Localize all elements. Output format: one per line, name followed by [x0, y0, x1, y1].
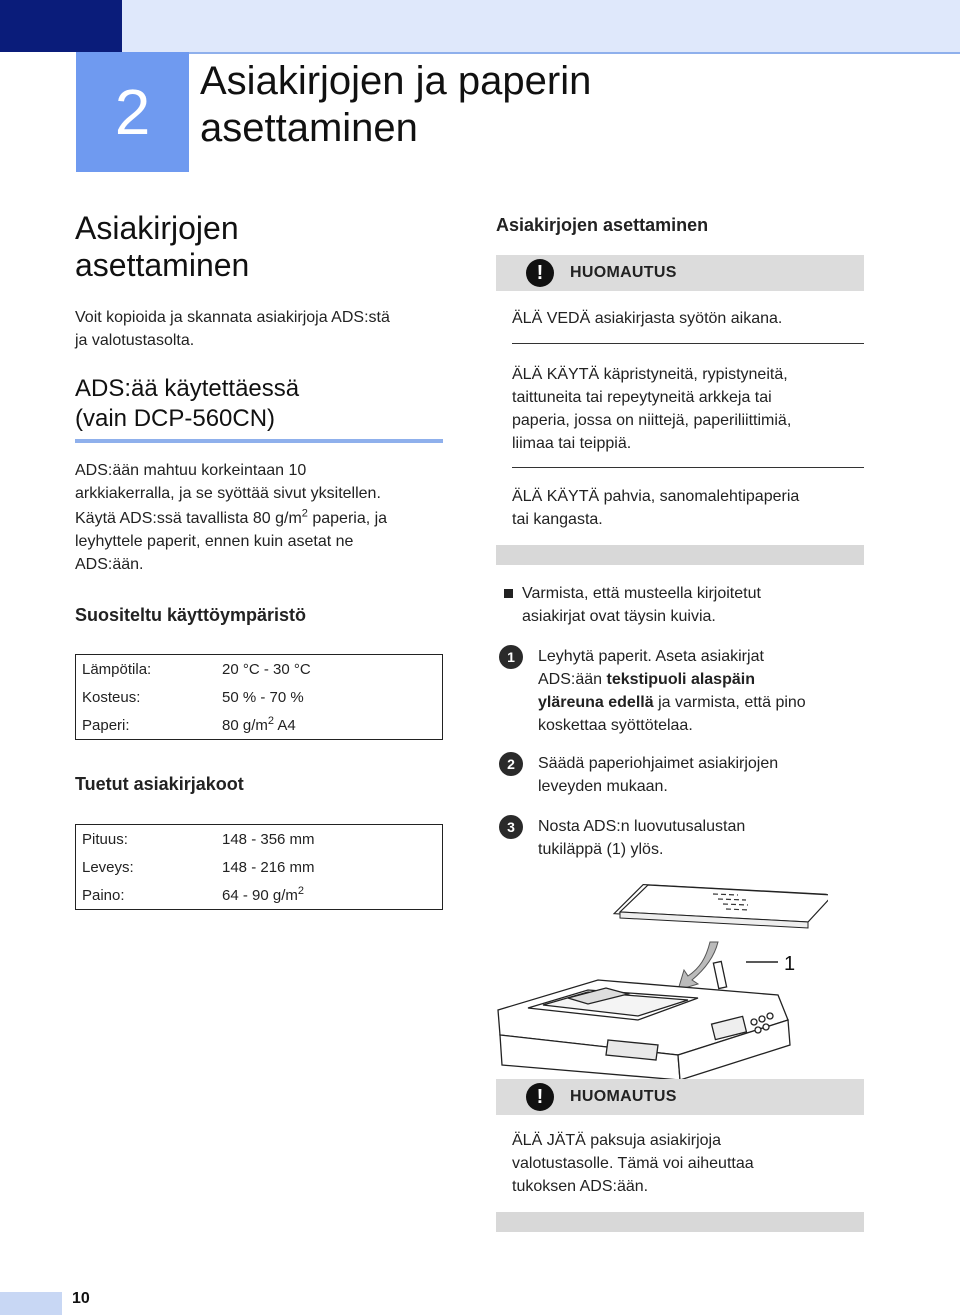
- intro-paragraph: [75, 306, 455, 352]
- width-value: 148 - 216 mm: [222, 858, 315, 876]
- note2-line1: ÄLÄ JÄTÄ paksuja asiakirjoja: [512, 1132, 721, 1149]
- header-rule: [122, 52, 960, 54]
- step-3-badge: 3: [499, 815, 523, 839]
- intro-line1: Voit kopioida ja skannata asiakirjoja ADS:stä: [75, 309, 390, 326]
- note-label-2: HUOMAUTUS: [570, 1088, 677, 1105]
- table-row: [76, 683, 443, 711]
- para2-line3: ADS:ään.: [75, 556, 144, 573]
- note-divider: [512, 343, 864, 344]
- note2-line3: tukoksen ADS:ään.: [512, 1178, 649, 1195]
- page-number: 10: [72, 1290, 90, 1307]
- step1-line3-bold: yläreuna edellä: [538, 694, 654, 711]
- width-label: Leveys:: [82, 858, 134, 876]
- chapter-number-badge: 2: [76, 52, 189, 172]
- chapter-title-line1: Asiakirjojen ja paperin: [200, 59, 592, 103]
- step1-line3: [538, 691, 868, 714]
- weight-value: [216, 881, 443, 910]
- step1-line3-b: ja varmista, että pino: [653, 694, 806, 711]
- step1-line2: [538, 668, 868, 691]
- environment-table: [75, 654, 443, 740]
- weight-value-a: 64 - 90 g/m: [222, 886, 298, 904]
- step1-line1: Leyhytä paperit. Aseta asiakirjat: [538, 648, 764, 665]
- para2-line1-a: Käytä ADS:ssä tavallista 80 g/m: [75, 510, 302, 527]
- para2-line2: leyhyttele paperit, ennen kuin asetat ne: [75, 533, 354, 550]
- header-band-light: [122, 0, 960, 52]
- warning-icon: !: [526, 259, 554, 287]
- chapter-title-line2: asettaminen: [200, 106, 418, 150]
- scanner-illustration: [488, 870, 828, 1080]
- step-1-badge: 1: [499, 645, 523, 669]
- note2-line2: valotustasolle. Tämä voi aiheuttaa: [512, 1155, 754, 1172]
- temp-value: 20 °C - 30 °C: [222, 660, 311, 678]
- subsection-rule: [75, 439, 443, 443]
- bullet-line1: Varmista, että musteella kirjoitetut: [522, 585, 761, 602]
- table-row: [76, 655, 443, 684]
- step2-line2: leveyden mukaan.: [538, 778, 668, 795]
- note-divider: [512, 467, 864, 468]
- step1-line2-a: ADS:ään: [538, 671, 607, 688]
- right-heading: Asiakirjojen asettaminen: [496, 215, 709, 235]
- footer-tab: [0, 1292, 62, 1315]
- step-1-text: [538, 645, 868, 737]
- note-header-2: [496, 1079, 864, 1115]
- paper-type-paragraph: [75, 507, 455, 576]
- document-stack: [614, 885, 828, 928]
- paper-value-sup: 2: [267, 714, 274, 727]
- warning-icon: !: [526, 1083, 554, 1111]
- figure-callout: 1: [784, 953, 796, 975]
- para1-line2: arkkiakerralla, ja se syöttää sivut yksitellen.: [75, 485, 381, 502]
- bullet-line2: asiakirjat ovat täysin kuivia.: [522, 608, 716, 625]
- length-label: Pituus:: [82, 830, 128, 848]
- humidity-label: Kosteus:: [82, 688, 141, 706]
- section-title-line1: Asiakirjojen: [75, 210, 239, 246]
- para2-line1-sup: 2: [301, 507, 308, 520]
- note1-item2-line4: liimaa tai teippiä.: [512, 435, 632, 452]
- subsection-title-line1: ADS:ää käytettäessä: [75, 375, 300, 402]
- subsection-title-line2: (vain DCP-560CN): [75, 405, 276, 432]
- note-label: HUOMAUTUS: [570, 264, 677, 281]
- para2-line1: [75, 507, 455, 530]
- note1-item2-line1: ÄLÄ KÄYTÄ käpristyneitä, rypistyneitä,: [512, 366, 788, 383]
- note-end-bar-2: [496, 1212, 864, 1232]
- note1-item3-line1: ÄLÄ KÄYTÄ pahvia, sanomalehtipaperia: [512, 488, 800, 505]
- weight-value-sup: 2: [297, 884, 304, 897]
- note1-item2-line2: taittuneita tai repeytyneitä arkkeja tai: [512, 389, 772, 406]
- step-2-badge: 2: [499, 752, 523, 776]
- bullet-item: [522, 582, 862, 628]
- insert-arrow-icon: [678, 942, 718, 990]
- step1-line2-bold: tekstipuoli alaspäin: [606, 671, 755, 688]
- temp-label: Lämpötila:: [82, 660, 152, 678]
- table-row: [76, 825, 443, 854]
- note-header: [496, 255, 864, 291]
- subsection-title: [75, 374, 455, 434]
- table-row: [76, 881, 443, 910]
- paper-value-a: 80 g/m: [222, 716, 268, 734]
- note1-item3: [512, 485, 864, 531]
- intro-line2: ja valotustasolta.: [75, 332, 195, 349]
- humidity-value: 50 % - 70 %: [222, 688, 304, 706]
- ads-capacity-paragraph: [75, 459, 455, 505]
- paper-value: [216, 711, 443, 740]
- para2-line1-b: paperia, ja: [307, 510, 388, 527]
- env-heading: Suositeltu käyttöympäristö: [75, 605, 307, 625]
- table-row: [76, 853, 443, 881]
- note1-item1: ÄLÄ VEDÄ asiakirjasta syötön aikana.: [512, 310, 783, 327]
- header-band-dark: [0, 0, 122, 52]
- step-3-text: [538, 815, 868, 861]
- chapter-title: [200, 58, 920, 152]
- step3-line1: Nosta ADS:n luovutusalustan: [538, 818, 746, 835]
- para1-line1: ADS:ään mahtuu korkeintaan 10: [75, 462, 307, 479]
- step1-line4: koskettaa syöttötelaa.: [538, 717, 693, 734]
- step3-line2: tukiläppä (1) ylös.: [538, 841, 664, 858]
- note-end-bar: [496, 545, 864, 565]
- section-title: [75, 210, 455, 284]
- sizes-heading: Tuetut asiakirjakoot: [75, 774, 244, 794]
- step-2-text: [538, 752, 868, 798]
- paper-label: Paperi:: [82, 716, 130, 734]
- note1-item2: [512, 363, 864, 455]
- table-row: [76, 711, 443, 740]
- step2-line1: Säädä paperiohjaimet asiakirjojen: [538, 755, 779, 772]
- note1-item3-line2: tai kangasta.: [512, 511, 603, 528]
- note2-text: [512, 1129, 864, 1198]
- paper-value-b: A4: [273, 716, 296, 734]
- printer-scanner: [498, 961, 790, 1080]
- section-title-line2: asettaminen: [75, 247, 250, 283]
- bullet-square-icon: [504, 589, 513, 598]
- note1-item2-line3: paperia, jossa on niittejä, paperiliittimiä,: [512, 412, 792, 429]
- weight-label: Paino:: [82, 886, 125, 904]
- sizes-table: [75, 824, 443, 910]
- length-value: 148 - 356 mm: [222, 830, 315, 848]
